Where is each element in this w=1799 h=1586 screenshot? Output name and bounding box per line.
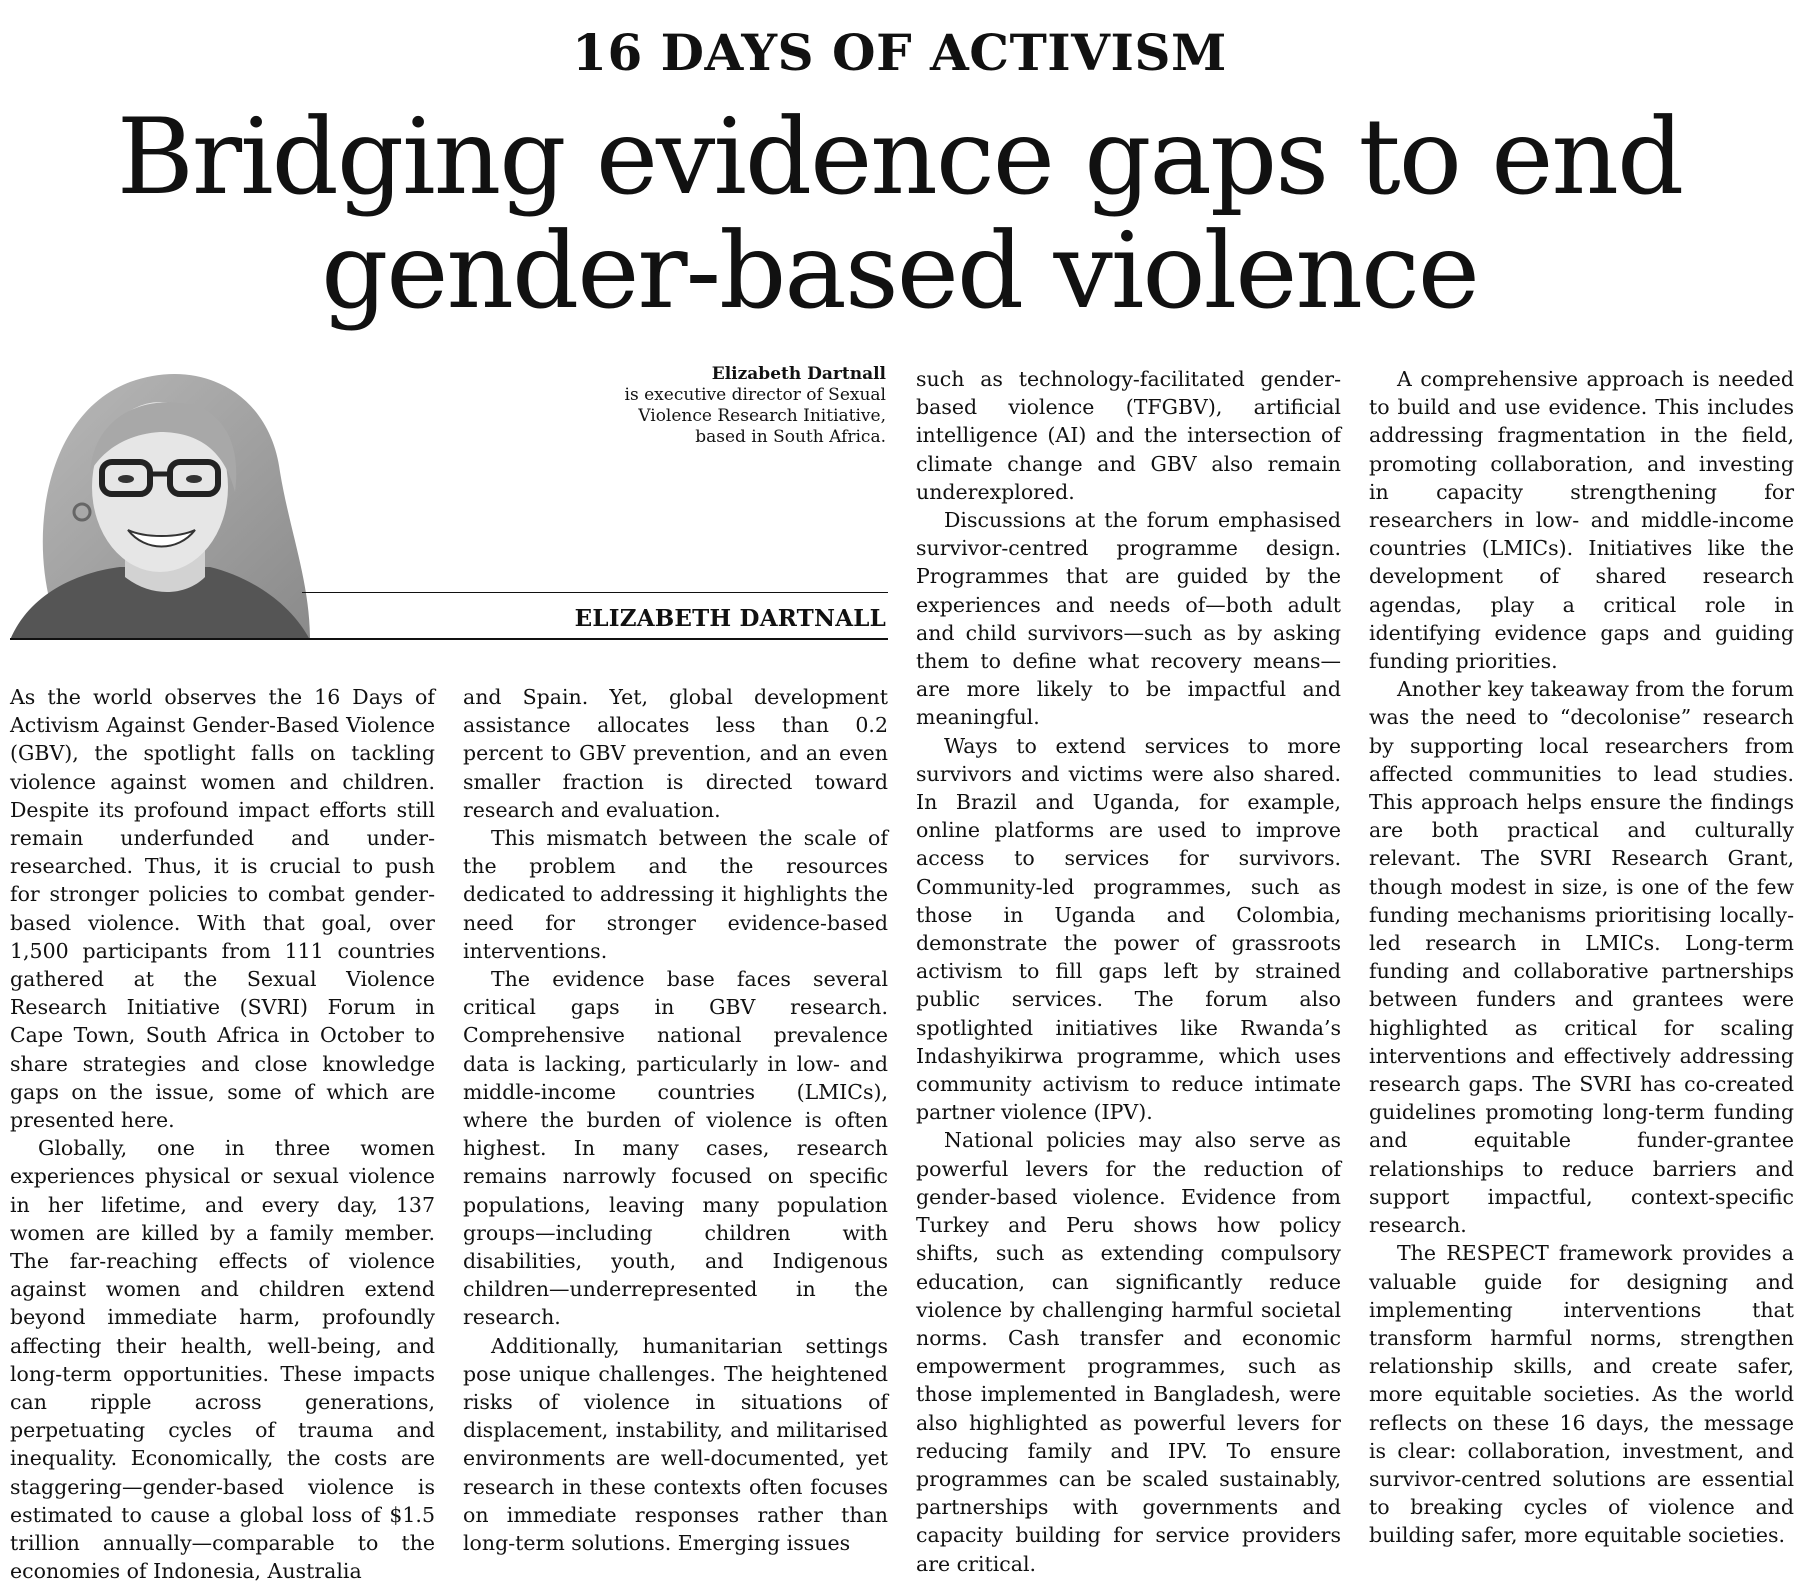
article-column-1 (10, 683, 435, 1586)
author-name: ELIZABETH DARTNALL (574, 605, 886, 632)
bio-line-2: Violence Research Initiative, (638, 406, 886, 426)
article-column-4 (1369, 365, 1794, 1550)
byline-rule-top (302, 592, 888, 593)
author-bio (625, 364, 886, 448)
byline-block (10, 352, 888, 640)
author-portrait-photo (10, 352, 320, 640)
byline-rule-bottom (10, 638, 888, 640)
paragraph: National policies may also serve as powerful levers for the reduction of gender-based violence. Evidence from Turkey and Peru shows how policy shifts, such as extending compulsory education, can significantly reduce violence by challenging harmful societal norms. Cash transfer and economic empowerment programmes, such as those implemented in Bangladesh, were also highlighted as powerful levers for reducing family and IPV. To ensure programmes can be scaled sustainably, partnerships with governments and capacity building for service providers are critical. (916, 1128, 1341, 1576)
paragraph: The evidence base faces several critical gaps in GBV research. Comprehensive national prevalence data is lacking, particularly in low- and middle-income countries (LMICs), where the burden of violence is often highest. In many cases, research remains narrowly focused on specific populations, leaving many population groups—including children with disabilities, youth, and Indigenous children—underrepresented in the research. (463, 967, 888, 1330)
headline-line-2: gender-based violence (321, 210, 1478, 332)
bio-line-1: is executive director of Sexual (624, 385, 886, 405)
section-kicker: 16 DAYS OF ACTIVISM (572, 23, 1227, 82)
bio-name: Elizabeth Dartnall (711, 364, 886, 384)
headline-line-1: Bridging evidence gaps to end (116, 96, 1683, 218)
headline (0, 96, 1799, 332)
paragraph: Another key takeaway from the forum was the need to “decolonise” research by supporting local researchers from affected communities to lead studies. This approach helps ensure the findings are both practical and culturally relevant. The SVRI Research Grant, though modest in size, is one of the few funding mechanisms prioritising locally-led research in LMICs. Long-term funding and collaborative partnerships between funders and grantees were highlighted as critical for scaling interventions and effectively addressing research gaps. The SVRI has co-created guidelines promoting long-term funding and equitable funder-grantee relationships to reduce barriers and support impactful, context-specific research. (1369, 677, 1794, 1238)
paragraph: Globally, one in three women experiences physical or sexual violence in her lifetime, and every day, 137 women are killed by a family member. The far-reaching effects of violence against women and children extend beyond immediate harm, profoundly affecting their health, well-being, and long-term opportunities. These impacts can ripple across generations, perpetuating cycles of trauma and inequality. Economically, the costs are staggering—gender-based violence is estimated to cause a global loss of $1.5 trillion annually—comparable to the economies of Indonesia, Australia (10, 1136, 435, 1584)
paragraph: Ways to extend services to more survivors and victims were also shared. In Brazil and Uganda, for example, online platforms are used to improve access to services for survivors. Community-led programmes, such as those in Uganda and Colombia, demonstrate the power of grassroots activism to fill gaps left by strained public services. The forum also spotlighted initiatives like Rwanda’s Indashyikirwa programme, which uses community activism to reduce intimate partner violence (IPV). (916, 733, 1341, 1125)
paragraph: and Spain. Yet, global development assistance allocates less than 0.2 percent to GBV prevention, and an even smaller fraction is directed toward research and evaluation. (463, 685, 888, 822)
paragraph: Discussions at the forum emphasised survivor-centred programme design. Programmes that are guided by the experiences and needs of—both adult and child survivors—such as by asking them to define what recovery means—are more likely to be impactful and meaningful. (916, 508, 1341, 730)
paragraph: This mismatch between the scale of the problem and the resources dedicated to addressing it highlights the need for stronger evidence-based interventions. (463, 826, 888, 963)
bio-line-3: based in South Africa. (695, 427, 886, 447)
paragraph: such as technology-facilitated gender-based violence (TFGBV), artificial intelligence (AI) and the intersection of climate change and GBV also remain underexplored. (916, 367, 1341, 504)
paragraph: As the world observes the 16 Days of Activism Against Gender-Based Violence (GBV), the spotlight falls on tackling violence against women and children. Despite its profound impact efforts still remain underfunded and under-researched. Thus, it is crucial to push for stronger policies to combat gender-based violence. With that goal, over 1,500 participants from 111 countries gathered at the Sexual Violence Research Initiative (SVRI) Forum in Cape Town, South Africa in October to share strategies and close knowledge gaps on the issue, some of which are presented here. (10, 685, 435, 1133)
article-column-3 (916, 365, 1341, 1578)
paragraph: Additionally, humanitarian settings pose unique challenges. The heightened risks of violence in situations of displacement, instability, and militarised environments are well-documented, yet research in these contexts often focuses on immediate responses rather than long-term solutions. Emerging issues (463, 1333, 888, 1556)
article-column-2 (463, 683, 888, 1557)
paragraph: The RESPECT framework provides a valuable guide for designing and implementing interventions that transform harmful norms, strengthen relationship skills, and create safer, more equitable societies. As the world reflects on these 16 days, the message is clear: collaboration, investment, and survivor-centred solutions are essential to breaking cycles of violence and building safer, more equitable societies. (1369, 1241, 1794, 1548)
paragraph: A comprehensive approach is needed to build and use evidence. This includes addressing fragmentation in the field, promoting collaboration, and investing in capacity strengthening for researchers in low- and middle-income countries (LMICs). Initiatives like the development of shared research agendas, play a critical role in identifying evidence gaps and guiding funding priorities. (1369, 367, 1794, 674)
